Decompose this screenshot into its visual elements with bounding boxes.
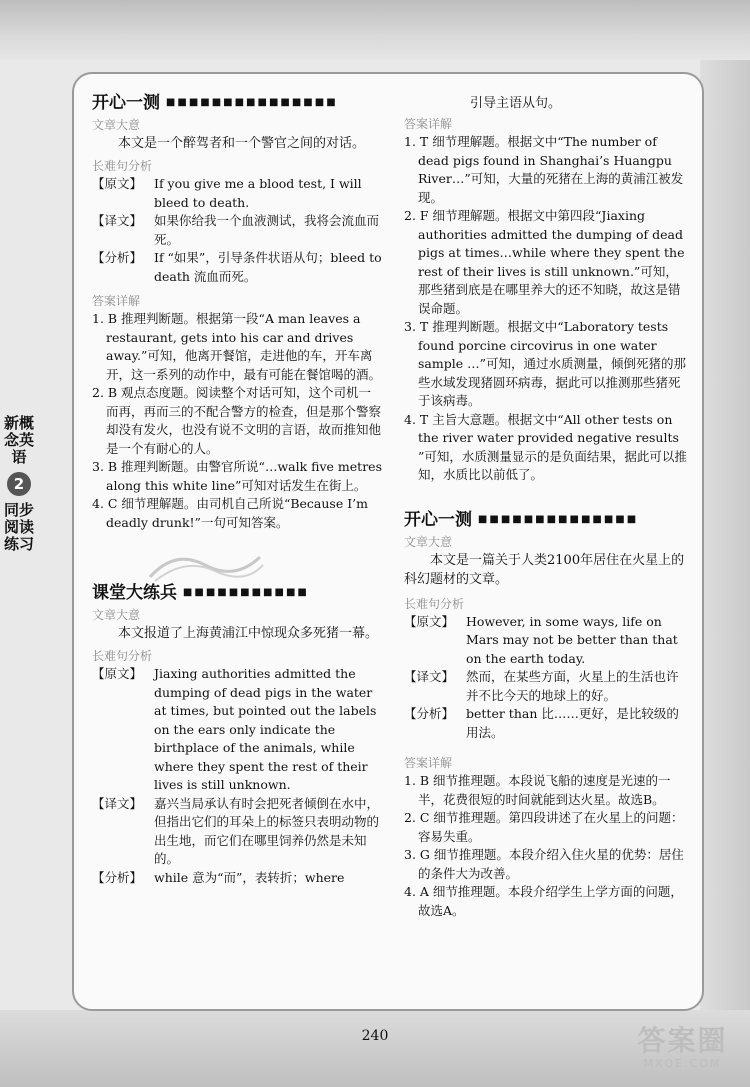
analysis-row xyxy=(92,869,382,888)
section-heading xyxy=(404,507,689,533)
translation-key: 【译文】 xyxy=(404,669,455,684)
section-title: 课堂大练兵 xyxy=(92,583,177,603)
translation-key: 【译文】 xyxy=(92,213,143,228)
analysis-text: better than 比……更好，是比较级的用法。 xyxy=(466,706,679,740)
answer-item: 1. T 细节理解题。根据文中“The number of dead pigs found in Shanghai’s Huangpu River…”可知，大量的死猪在上海的黄浦江被发现。 xyxy=(404,134,684,205)
translation-text: 然而，在某些方面，火星上的生活也许并不比今天的地球上的好。 xyxy=(466,669,679,703)
section-title: 开心一测 xyxy=(404,509,472,530)
answer-item: 2. C 细节推理题。第四段讲述了在火星上的问题：容易失重。 xyxy=(404,810,684,844)
heading-squares: ■■■■■■■■■■■■■■ xyxy=(477,513,639,525)
long-sentence-label: 长难句分析 xyxy=(92,159,153,173)
left-column xyxy=(92,90,382,887)
original-row xyxy=(404,613,689,669)
original-text: Jiaxing authorities admitted the dumping of dead pigs in the water at times, but pointed out the labels on the ears only indicate the birthplace of the animals, while where they spent the rest of their lives is still unknown. xyxy=(154,666,377,792)
continuation-text: 引导主语从句。 xyxy=(470,96,562,111)
long-sentence-label: 长难句分析 xyxy=(404,596,465,611)
section-heading xyxy=(92,580,382,606)
answer-label: 答案详解 xyxy=(404,117,453,131)
answer-item: 4. A 细节推理题。本段介绍学生上学方面的问题，故选A。 xyxy=(404,884,683,918)
heading-squares: ■■■■■■■■■■■■■■■ xyxy=(165,97,338,108)
answer-page xyxy=(72,72,704,1011)
translation-row xyxy=(92,212,382,249)
analysis-text: while 意为“而”，表转折；where xyxy=(154,869,345,885)
analysis-key: 【分析】 xyxy=(92,250,143,265)
summary-text: 本文是一个醉驾者和一个警官之间的对话。 xyxy=(118,136,366,151)
answer-item: 1. B 细节推理题。本段说飞船的速度是光速的一半，花费很短的时间就能到达火星。故选B。 xyxy=(404,773,671,807)
scan-right-edge xyxy=(700,60,750,1020)
original-row xyxy=(92,175,382,212)
translation-row xyxy=(404,668,689,705)
side-level-badge: 2 xyxy=(7,472,31,496)
right-column xyxy=(404,94,689,920)
answer-item: 1. B 推理判断题。根据第一段“A man leaves a restaurant, gets into his car and drives away.”可知，他离开餐馆，走进他的车，开车离开，这一系列的动作中，最有可能在餐馆喝的酒。 xyxy=(92,311,382,382)
side-subtitle: 同步阅读练习 xyxy=(4,501,35,553)
analysis-text: If “如果”，引导条件状语从句；bleed to death 流血而死。 xyxy=(154,250,382,284)
answer-item: 3. T 推理判断题。根据文中“Laboratory tests found porcine circovirus in one water sample …”可知，通过水质测量，倾倒死猪的那些水域发现猪圆环病毒，据此可以推测那些猪死于该病毒。 xyxy=(404,319,686,408)
summary-text: 本文报道了上海黄浦江中惊现众多死猪一幕。 xyxy=(118,626,379,641)
analysis-row xyxy=(404,705,689,742)
side-series: 新概念英语 xyxy=(4,414,35,466)
decorative-swirl xyxy=(145,547,265,583)
answer-label: 答案详解 xyxy=(404,756,453,770)
original-key: 【原文】 xyxy=(404,613,455,629)
watermark-main: 答案圈 xyxy=(637,1024,728,1057)
section-heading xyxy=(92,90,382,116)
page-number: 240 xyxy=(361,1028,389,1044)
original-text: However, in some ways, life on Mars may not be better than that on the earth today. xyxy=(466,613,678,666)
translation-text: 如果你给我一个血液测试，我将会流血而死。 xyxy=(154,213,380,247)
analysis-key: 【分析】 xyxy=(92,869,143,885)
section-title: 开心一测 xyxy=(92,93,160,113)
summary-label: 文章大意 xyxy=(92,608,141,622)
summary-label: 文章大意 xyxy=(404,534,453,549)
summary-text: 本文是一篇关于人类2100年居住在火星上的科幻题材的文章。 xyxy=(404,552,685,587)
original-key: 【原文】 xyxy=(92,666,143,681)
analysis-key: 【分析】 xyxy=(404,706,455,721)
analysis-row xyxy=(92,249,382,286)
translation-key: 【译文】 xyxy=(92,795,143,811)
translation-row xyxy=(92,795,382,869)
heading-squares: ■■■■■■■■■■■ xyxy=(182,587,309,598)
original-row xyxy=(92,665,382,795)
original-text: If you give me a blood test, I will bleed to death. xyxy=(154,176,362,210)
answer-item: 3. G 细节推理题。本段介绍入住火星的优势：居住的条件大为改善。 xyxy=(404,847,684,881)
answer-item: 4. C 细节理解题。由司机自己所说“Because I’m deadly drunk!”一句可知答案。 xyxy=(92,496,368,530)
side-tab xyxy=(4,415,34,553)
answer-label: 答案详解 xyxy=(92,294,141,308)
summary-label: 文章大意 xyxy=(92,118,141,132)
swirl-graphic xyxy=(145,547,265,583)
original-key: 【原文】 xyxy=(92,176,143,191)
watermark-sub: MXQE.COM xyxy=(643,1057,722,1070)
scan-top-edge xyxy=(0,0,750,60)
answer-item: 2. F 细节理解题。根据文中第四段“Jiaxing authorities admitted the dumping of dead pigs at times…while where they spent the rest of their lives is still unknown.”可知，那些猪到底是在哪里养大的还不知晓，故这是错误命题。 xyxy=(404,208,685,316)
long-sentence-label: 长难句分析 xyxy=(92,649,153,663)
answer-item: 2. B 观点态度题。阅读整个对话可知，这个司机一而再，再而三的不配合警方的检查，但是那个警察却没有发火，也没有说不文明的言语，故而推知他是一个有耐心的人。 xyxy=(92,385,382,456)
translation-text: 嘉兴当局承认有时会把死者倾倒在水中，但指出它们的耳朵上的标签只表明动物的出生地，而它们在哪里饲养仍然是未知的。 xyxy=(154,795,380,866)
answer-item: 4. T 主旨大意题。根据文中“All other tests on the river water provided negative results ”可知，水质测量显示的是负面结果，据此可以推知，水质比以前低了。 xyxy=(404,411,687,482)
answer-item: 3. B 推理判断题。由警官所说“…walk five metres along this white line”可知对话发生在街上。 xyxy=(92,459,382,493)
watermark-logo xyxy=(620,1025,745,1080)
